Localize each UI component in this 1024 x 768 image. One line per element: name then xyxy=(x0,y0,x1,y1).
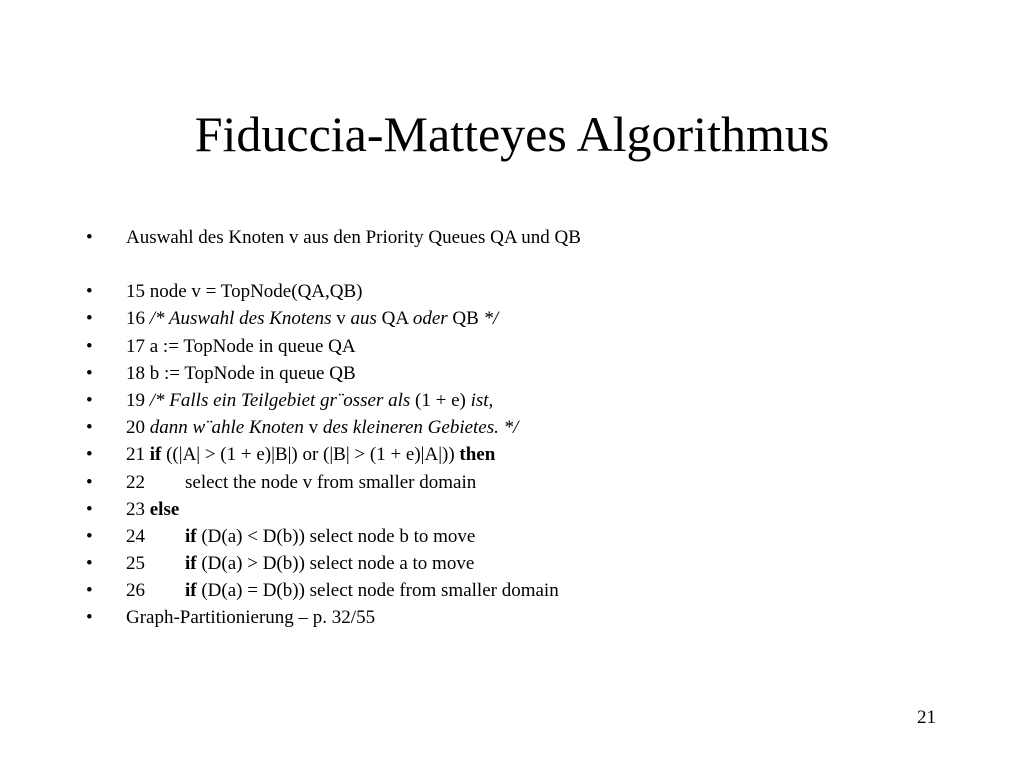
text-segment: 19 xyxy=(126,389,150,411)
bullet-text xyxy=(126,550,474,577)
text-segment: 22 xyxy=(126,471,145,493)
text-segment: (1 + e) xyxy=(410,389,471,411)
slide-title: Fiduccia-Matteyes Algorithmus xyxy=(194,106,830,162)
text-segment: 16 xyxy=(126,308,150,330)
bullet-text xyxy=(126,360,356,387)
bullet-icon: • xyxy=(86,227,93,248)
bullet-icon: • xyxy=(86,281,93,303)
bullet-text xyxy=(126,496,179,523)
text-segment: QA xyxy=(376,308,413,330)
italic-text: /* Falls ein Teilgebiet gr¨osser als xyxy=(149,389,411,411)
bullet-icon: • xyxy=(86,553,93,575)
text-segment: Auswahl des Knoten v aus den Priority Queues QA und QB xyxy=(126,227,581,248)
text-segment: QB xyxy=(447,308,484,330)
bullet-text xyxy=(126,523,475,550)
bullet-text xyxy=(126,414,518,441)
keyword-text: if xyxy=(185,580,197,602)
text-segment: 18 b := TopNode in queue QB xyxy=(126,362,356,384)
text-segment: select the node v from smaller domain xyxy=(185,471,477,493)
bullet-icon: • xyxy=(86,525,93,547)
page-number: 21 xyxy=(917,707,936,728)
bullet-text xyxy=(126,333,356,360)
text-segment: 24 xyxy=(126,525,145,547)
text-segment: v xyxy=(303,417,323,439)
bullet-text xyxy=(126,387,493,414)
keyword-text: if xyxy=(185,525,197,547)
bullet-icon: • xyxy=(86,362,93,384)
keyword-text: else xyxy=(149,498,180,520)
bullet-text xyxy=(126,577,559,604)
bullet-icon: • xyxy=(86,389,93,411)
italic-text: ist, xyxy=(470,389,494,411)
italic-text: oder xyxy=(412,308,448,330)
text-segment: ((|A| > (1 + e)|B|) or (|B| > (1 + e)|A|)) xyxy=(161,444,460,466)
text-segment: (D(a) > D(b)) select node a to move xyxy=(196,553,475,575)
text-segment: 21 xyxy=(126,444,150,466)
bullet-icon: • xyxy=(86,607,93,629)
bullet-icon: • xyxy=(86,335,93,357)
italic-text: dann w¨ahle Knoten xyxy=(149,417,304,439)
keyword-text: if xyxy=(149,444,162,466)
text-segment: 17 a := TopNode in queue QA xyxy=(126,335,356,357)
bullet-text xyxy=(126,278,362,305)
keyword-text: if xyxy=(185,553,197,575)
text-segment: Graph-Partitionierung – p. 32/55 xyxy=(126,607,376,629)
bullet-text xyxy=(126,224,581,251)
text-segment: v xyxy=(331,308,351,330)
text-segment: (D(a) = D(b)) select node from smaller domain xyxy=(196,580,559,602)
text-segment: 23 xyxy=(126,498,150,520)
italic-text: des kleineren Gebietes. */ xyxy=(322,417,519,439)
bullet-icon: • xyxy=(86,417,93,439)
italic-text: /* Auswahl des Knotens xyxy=(149,308,332,330)
text-segment: 26 xyxy=(126,580,145,602)
keyword-text: then xyxy=(459,444,496,466)
bullet-text xyxy=(126,305,498,332)
bullet-text xyxy=(126,469,476,496)
text-segment: 25 xyxy=(126,553,145,575)
text-segment: 15 node v = TopNode(QA,QB) xyxy=(126,281,363,303)
text-segment: (D(a) < D(b)) select node b to move xyxy=(196,525,476,547)
italic-text: aus xyxy=(350,308,377,330)
bullet-icon: • xyxy=(86,498,93,520)
italic-text: */ xyxy=(483,308,499,330)
bullet-icon: • xyxy=(86,308,93,330)
bullet-icon: • xyxy=(86,444,93,466)
bullet-text xyxy=(126,604,375,631)
bullet-icon: • xyxy=(86,580,93,602)
bullet-text xyxy=(126,441,495,468)
text-segment: 20 xyxy=(126,417,150,439)
bullet-icon: • xyxy=(86,471,93,493)
